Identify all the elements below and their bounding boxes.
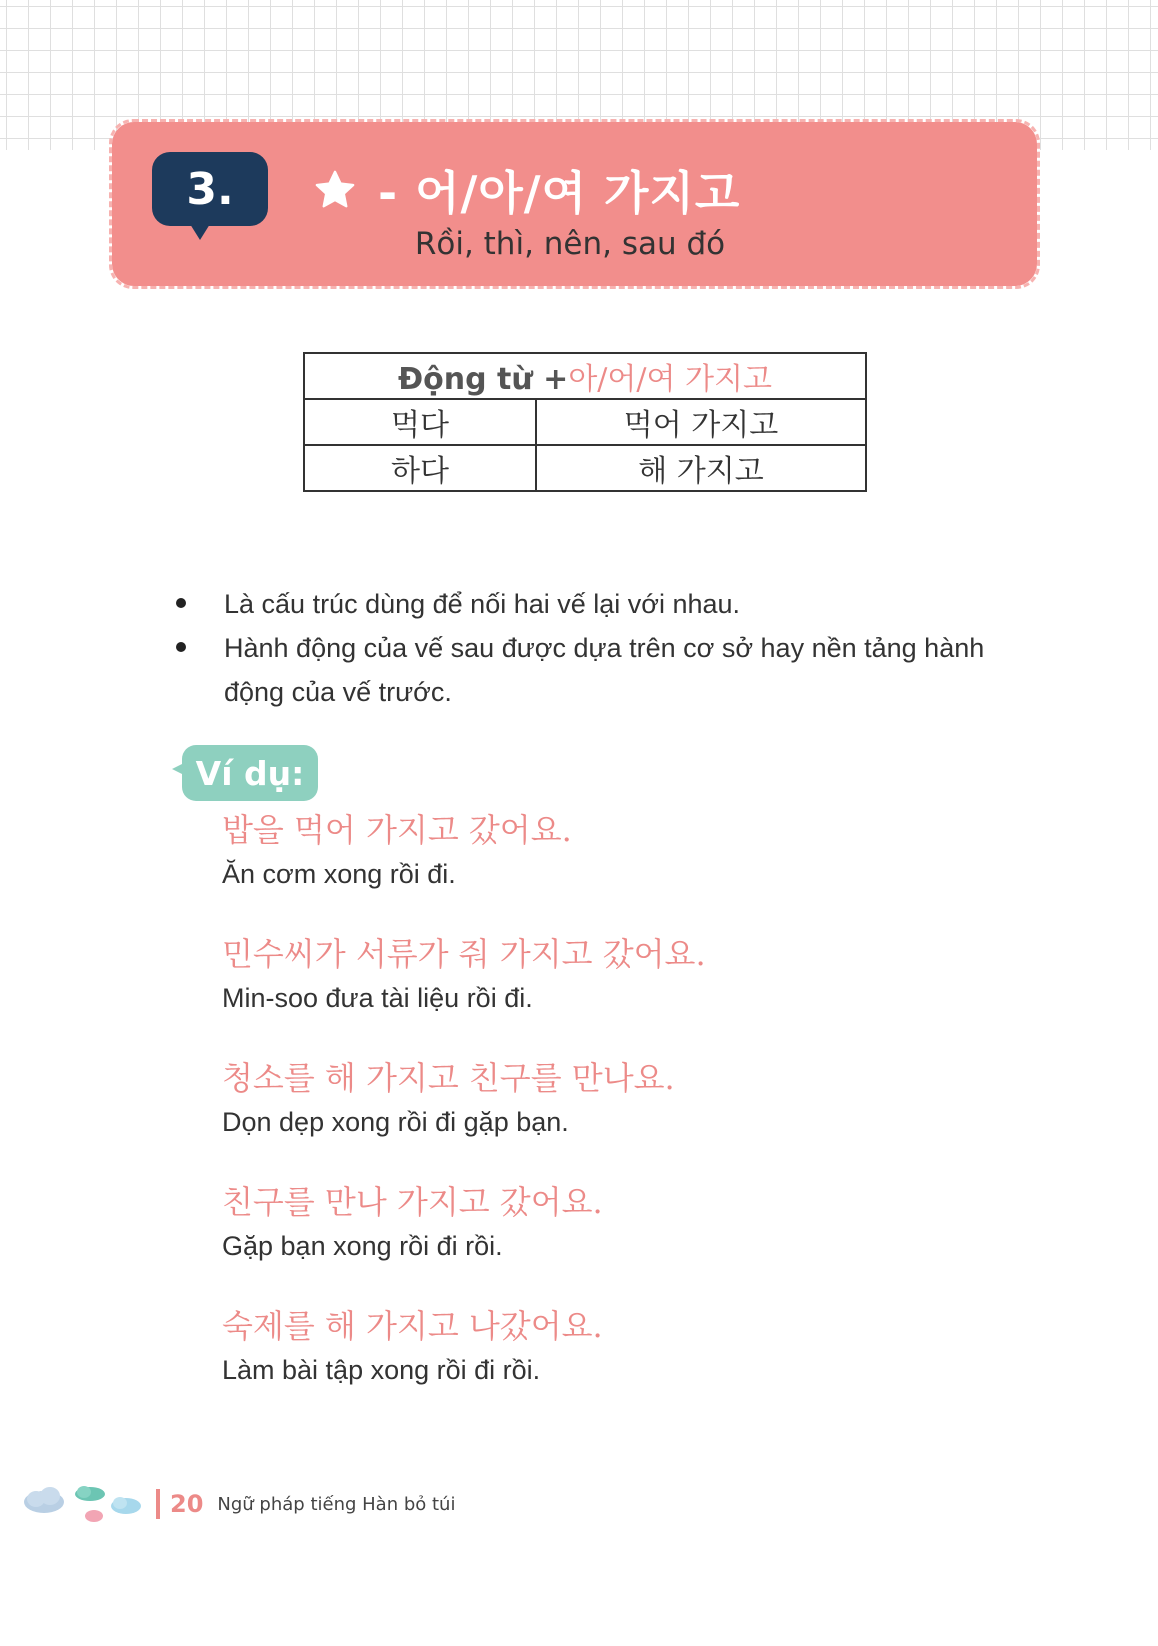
example-label: Ví dụ: <box>195 753 305 793</box>
example-vietnamese: Ăn cơm xong rồi đi. <box>222 859 456 889</box>
example-korean: 친구를 만나 가지고 갔어요. <box>222 1183 603 1221</box>
table-header <box>304 353 866 399</box>
table-header-prefix: Động từ + <box>398 362 569 397</box>
example-item <box>222 1180 1042 1304</box>
bullet-dot <box>176 642 186 652</box>
example-vietnamese: Dọn dẹp xong rồi đi gặp bạn. <box>222 1107 569 1137</box>
chapter-number-badge <box>152 152 268 226</box>
example-item <box>222 1056 1042 1180</box>
page-number: 20 <box>170 1490 204 1518</box>
list-item <box>176 626 1006 714</box>
example-label-badge <box>182 745 318 801</box>
explanation-list <box>176 582 1006 714</box>
conjugation-table <box>303 352 867 492</box>
chapter-number: 3. <box>186 163 234 215</box>
bullet-text: Là cấu trúc dùng để nối hai vế lại với nhau. <box>224 589 741 619</box>
table-row <box>304 399 866 445</box>
grammar-title: - 어/아/여 가지고 <box>378 166 741 220</box>
footer-divider <box>156 1489 160 1519</box>
example-item <box>222 808 1042 932</box>
example-item <box>222 1304 1042 1428</box>
clouds-icon <box>22 1482 146 1526</box>
example-vietnamese: Min-soo đưa tài liệu rồi đi. <box>222 983 533 1013</box>
table-header-row <box>304 353 866 399</box>
example-item <box>222 932 1042 1056</box>
example-vietnamese: Làm bài tập xong rồi đi rồi. <box>222 1355 541 1385</box>
star-icon <box>312 167 358 213</box>
page-footer <box>22 1484 455 1524</box>
table-header-suffix: 아/어/여 가지고 <box>568 362 772 397</box>
example-list <box>222 808 1042 1428</box>
title-row <box>312 160 740 220</box>
example-korean: 숙제를 해 가지고 나갔어요. <box>222 1307 603 1345</box>
example-vietnamese: Gặp bạn xong rồi đi rồi. <box>222 1231 503 1261</box>
speech-bubble-tail <box>190 224 210 240</box>
table-cell-verb: 하다 <box>304 445 536 491</box>
table-cell-form: 먹어 가지고 <box>536 399 866 445</box>
table-row <box>304 445 866 491</box>
book-title: Ngữ pháp tiếng Hàn bỏ túi <box>217 1493 456 1515</box>
list-item <box>176 582 1006 626</box>
grammar-subtitle: Rồi, thì, nên, sau đó <box>414 226 726 262</box>
speech-bubble-tail <box>172 763 184 775</box>
bullet-dot <box>176 598 186 608</box>
example-korean: 밥을 먹어 가지고 갔어요. <box>222 811 572 849</box>
example-korean: 청소를 해 가지고 친구를 만나요. <box>222 1059 675 1097</box>
table-cell-verb: 먹다 <box>304 399 536 445</box>
bullet-text: Hành động của vế sau được dựa trên cơ sở hay nền tảng hành động của vế trước. <box>224 633 985 707</box>
table-cell-form: 해 가지고 <box>536 445 866 491</box>
example-korean: 민수씨가 서류가 줘 가지고 갔어요. <box>222 935 706 973</box>
